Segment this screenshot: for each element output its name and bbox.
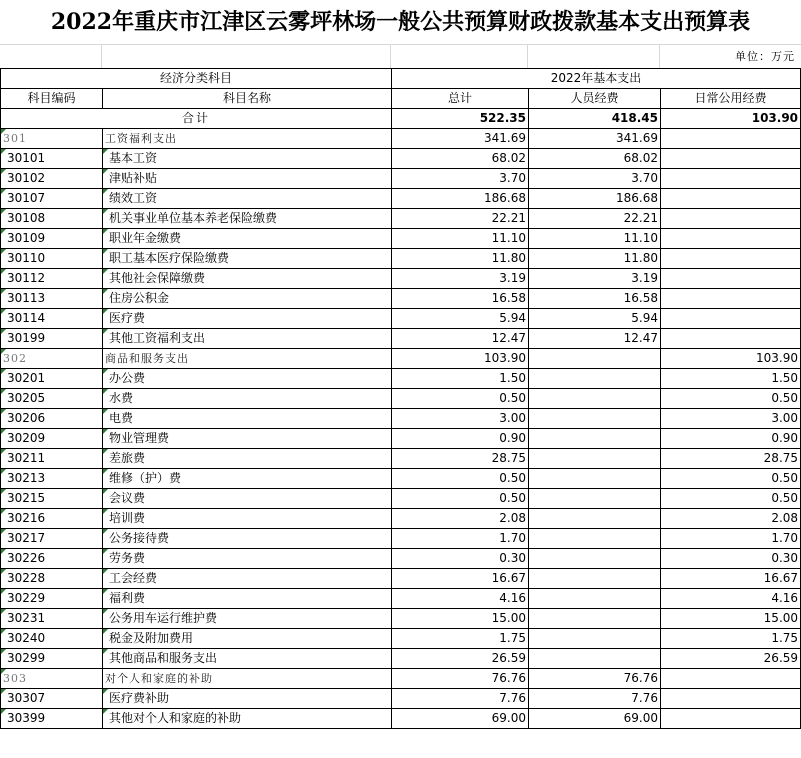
public-cell: 0.30 — [661, 549, 801, 569]
public-cell — [661, 189, 801, 209]
cell-marker-icon — [1, 529, 6, 534]
code-cell: 30109 — [1, 229, 103, 249]
code-cell: 30205 — [1, 389, 103, 409]
name-cell: 物业管理费 — [103, 429, 392, 449]
name-cell: 公务用车运行维护费 — [103, 609, 392, 629]
cell-marker-icon — [1, 689, 6, 694]
table-row — [1, 489, 801, 509]
cell-marker-icon — [1, 149, 6, 154]
code-cell: 30226 — [1, 549, 103, 569]
name-cell: 绩效工资 — [103, 189, 392, 209]
public-cell — [661, 309, 801, 329]
personnel-cell: 186.68 — [529, 189, 661, 209]
personnel-cell: 68.02 — [529, 149, 661, 169]
public-cell: 103.90 — [661, 349, 801, 369]
cell-marker-icon — [103, 589, 108, 594]
personnel-cell: 69.00 — [529, 709, 661, 729]
total-cell: 0.30 — [392, 549, 529, 569]
name-cell: 培训费 — [103, 509, 392, 529]
table-row — [1, 589, 801, 609]
code-cell: 30209 — [1, 429, 103, 449]
cell-marker-icon — [103, 469, 108, 474]
cell-marker-icon — [1, 389, 6, 394]
total-cell: 2.08 — [392, 509, 529, 529]
total-cell: 12.47 — [392, 329, 529, 349]
personnel-cell — [529, 449, 661, 469]
table-row — [1, 369, 801, 389]
table-row — [1, 169, 801, 189]
cell-marker-icon — [1, 349, 6, 354]
code-cell: 30112 — [1, 269, 103, 289]
public-cell: 28.75 — [661, 449, 801, 469]
cell-marker-icon — [1, 429, 6, 434]
name-cell: 其他工资福利支出 — [103, 329, 392, 349]
total-cell: 1.75 — [392, 629, 529, 649]
name-cell: 工会经费 — [103, 569, 392, 589]
name-cell: 维修（护）费 — [103, 469, 392, 489]
total-cell: 103.90 — [392, 349, 529, 369]
table-row — [1, 389, 801, 409]
personnel-cell — [529, 369, 661, 389]
cell-marker-icon — [1, 629, 6, 634]
code-cell: 30299 — [1, 649, 103, 669]
table-row — [1, 329, 801, 349]
name-header: 科目名称 — [103, 89, 392, 109]
personnel-cell — [529, 469, 661, 489]
cell-marker-icon — [1, 649, 6, 654]
personnel-cell — [529, 569, 661, 589]
public-cell: 1.75 — [661, 629, 801, 649]
cell-marker-icon — [1, 489, 6, 494]
cell-marker-icon — [1, 409, 6, 414]
cell-marker-icon — [103, 429, 108, 434]
table-row — [1, 509, 801, 529]
personnel-cell — [529, 549, 661, 569]
total-cell: 68.02 — [392, 149, 529, 169]
name-cell: 住房公积金 — [103, 289, 392, 309]
cell-marker-icon — [1, 369, 6, 374]
code-cell: 301 — [1, 129, 103, 149]
name-cell: 医疗费补助 — [103, 689, 392, 709]
total-cell: 28.75 — [392, 449, 529, 469]
personnel-cell — [529, 589, 661, 609]
personnel-cell — [529, 429, 661, 449]
code-cell: 30114 — [1, 309, 103, 329]
cell-marker-icon — [1, 569, 6, 574]
cell-marker-icon — [103, 609, 108, 614]
total-cell: 0.50 — [392, 469, 529, 489]
table-row — [1, 689, 801, 709]
public-cell — [661, 709, 801, 729]
personnel-cell — [529, 349, 661, 369]
public-cell: 1.50 — [661, 369, 801, 389]
cell-marker-icon — [103, 649, 108, 654]
total-cell: 26.59 — [392, 649, 529, 669]
public-cell: 0.50 — [661, 489, 801, 509]
cell-marker-icon — [1, 189, 6, 194]
cell-marker-icon — [1, 669, 6, 674]
name-cell: 商品和服务支出 — [103, 349, 392, 369]
header-row-1 — [1, 69, 801, 89]
total-sum: 522.35 — [392, 109, 529, 129]
code-cell: 30101 — [1, 149, 103, 169]
public-cell: 2.08 — [661, 509, 801, 529]
public-cell: 0.90 — [661, 429, 801, 449]
total-cell: 3.19 — [392, 269, 529, 289]
cell-marker-icon — [1, 209, 6, 214]
name-cell: 公务接待费 — [103, 529, 392, 549]
public-cell — [661, 129, 801, 149]
cell-marker-icon — [1, 229, 6, 234]
code-cell: 30110 — [1, 249, 103, 269]
name-cell: 其他对个人和家庭的补助 — [103, 709, 392, 729]
blank-cell — [102, 45, 391, 69]
personnel-header: 人员经费 — [529, 89, 661, 109]
total-header: 总计 — [392, 89, 529, 109]
public-cell: 1.70 — [661, 529, 801, 549]
personnel-cell — [529, 389, 661, 409]
personnel-cell — [529, 649, 661, 669]
code-cell: 30211 — [1, 449, 103, 469]
cell-marker-icon — [103, 509, 108, 514]
code-cell: 30206 — [1, 409, 103, 429]
public-header: 日常公用经费 — [661, 89, 801, 109]
code-cell: 30108 — [1, 209, 103, 229]
cell-marker-icon — [103, 709, 108, 714]
total-cell: 76.76 — [392, 669, 529, 689]
name-cell: 福利费 — [103, 589, 392, 609]
public-cell — [661, 689, 801, 709]
public-cell: 3.00 — [661, 409, 801, 429]
cell-marker-icon — [1, 609, 6, 614]
name-cell: 基本工资 — [103, 149, 392, 169]
name-cell: 职工基本医疗保险缴费 — [103, 249, 392, 269]
code-cell: 30213 — [1, 469, 103, 489]
personnel-cell: 12.47 — [529, 329, 661, 349]
cell-marker-icon — [103, 569, 108, 574]
name-cell: 工资福利支出 — [103, 129, 392, 149]
name-cell: 对个人和家庭的补助 — [103, 669, 392, 689]
table-row — [1, 469, 801, 489]
public-cell — [661, 209, 801, 229]
cell-marker-icon — [103, 189, 108, 194]
personnel-cell — [529, 529, 661, 549]
cell-marker-icon — [1, 169, 6, 174]
group-row — [1, 669, 801, 689]
personnel-cell: 7.76 — [529, 689, 661, 709]
cell-marker-icon — [103, 289, 108, 294]
cell-marker-icon — [103, 209, 108, 214]
unit-label: 单位：万元 — [735, 50, 795, 63]
name-cell: 职业年金缴费 — [103, 229, 392, 249]
blank-cell — [391, 45, 528, 69]
personnel-cell: 3.19 — [529, 269, 661, 289]
code-cell: 30199 — [1, 329, 103, 349]
public-cell — [661, 329, 801, 349]
cell-marker-icon — [103, 449, 108, 454]
total-cell: 15.00 — [392, 609, 529, 629]
name-cell: 差旅费 — [103, 449, 392, 469]
personnel-cell: 11.80 — [529, 249, 661, 269]
total-label: 合计 — [1, 109, 392, 129]
blank-cell — [0, 45, 102, 69]
public-cell: 0.50 — [661, 469, 801, 489]
cell-marker-icon — [103, 329, 108, 334]
cell-marker-icon — [103, 549, 108, 554]
code-cell: 30201 — [1, 369, 103, 389]
code-cell: 30107 — [1, 189, 103, 209]
total-cell: 0.50 — [392, 489, 529, 509]
code-cell: 30217 — [1, 529, 103, 549]
total-cell: 0.90 — [392, 429, 529, 449]
name-cell: 电费 — [103, 409, 392, 429]
cell-marker-icon — [1, 589, 6, 594]
code-cell: 30102 — [1, 169, 103, 189]
total-row — [1, 109, 801, 129]
cell-marker-icon — [103, 369, 108, 374]
cell-marker-icon — [1, 329, 6, 334]
cell-marker-icon — [1, 509, 6, 514]
public-cell — [661, 229, 801, 249]
code-cell: 30307 — [1, 689, 103, 709]
total-cell: 341.69 — [392, 129, 529, 149]
public-cell: 26.59 — [661, 649, 801, 669]
code-cell: 30113 — [1, 289, 103, 309]
public-cell — [661, 669, 801, 689]
public-cell — [661, 289, 801, 309]
code-cell: 30231 — [1, 609, 103, 629]
name-cell: 其他社会保障缴费 — [103, 269, 392, 289]
name-cell: 其他商品和服务支出 — [103, 649, 392, 669]
code-header: 科目编码 — [1, 89, 103, 109]
table-row — [1, 189, 801, 209]
total-cell: 0.50 — [392, 389, 529, 409]
code-cell: 30240 — [1, 629, 103, 649]
total-public: 103.90 — [661, 109, 801, 129]
group-row — [1, 349, 801, 369]
total-cell: 1.70 — [392, 529, 529, 549]
page-title: 2022年重庆市江津区云雾坪林场一般公共预算财政拨款基本支出预算表 — [50, 9, 751, 35]
cell-marker-icon — [103, 149, 108, 154]
personnel-cell: 5.94 — [529, 309, 661, 329]
personnel-cell: 22.21 — [529, 209, 661, 229]
public-cell: 0.50 — [661, 389, 801, 409]
total-cell: 11.10 — [392, 229, 529, 249]
table-row — [1, 229, 801, 249]
public-cell: 4.16 — [661, 589, 801, 609]
table-row — [1, 209, 801, 229]
table-row — [1, 289, 801, 309]
blank-cell — [528, 45, 660, 69]
total-cell: 186.68 — [392, 189, 529, 209]
public-cell — [661, 249, 801, 269]
personnel-cell — [529, 609, 661, 629]
personnel-cell: 341.69 — [529, 129, 661, 149]
personnel-cell — [529, 629, 661, 649]
cell-marker-icon — [103, 529, 108, 534]
code-cell: 30399 — [1, 709, 103, 729]
code-cell: 30216 — [1, 509, 103, 529]
table-row — [1, 149, 801, 169]
name-cell: 医疗费 — [103, 309, 392, 329]
public-cell — [661, 149, 801, 169]
personnel-cell: 11.10 — [529, 229, 661, 249]
cell-marker-icon — [103, 629, 108, 634]
code-cell: 302 — [1, 349, 103, 369]
personnel-cell — [529, 509, 661, 529]
group-row — [1, 129, 801, 149]
name-cell: 津贴补贴 — [103, 169, 392, 189]
table-row — [1, 409, 801, 429]
cell-marker-icon — [1, 249, 6, 254]
table-row — [1, 549, 801, 569]
code-cell: 30228 — [1, 569, 103, 589]
total-cell: 22.21 — [392, 209, 529, 229]
name-cell: 水费 — [103, 389, 392, 409]
cell-marker-icon — [1, 469, 6, 474]
econ-class-header: 经济分类科目 — [1, 69, 392, 89]
public-cell: 16.67 — [661, 569, 801, 589]
table-row — [1, 629, 801, 649]
name-cell: 会议费 — [103, 489, 392, 509]
cell-marker-icon — [1, 269, 6, 274]
cell-marker-icon — [103, 389, 108, 394]
cell-marker-icon — [103, 489, 108, 494]
table-row — [1, 709, 801, 729]
total-cell: 69.00 — [392, 709, 529, 729]
public-cell: 15.00 — [661, 609, 801, 629]
table-row — [1, 249, 801, 269]
total-cell: 7.76 — [392, 689, 529, 709]
total-cell: 11.80 — [392, 249, 529, 269]
cell-marker-icon — [1, 449, 6, 454]
personnel-cell: 3.70 — [529, 169, 661, 189]
cell-marker-icon — [103, 229, 108, 234]
table-row — [1, 649, 801, 669]
personnel-cell — [529, 489, 661, 509]
total-cell: 3.70 — [392, 169, 529, 189]
total-cell: 16.67 — [392, 569, 529, 589]
public-cell — [661, 269, 801, 289]
cell-marker-icon — [103, 249, 108, 254]
code-cell: 30229 — [1, 589, 103, 609]
total-cell: 4.16 — [392, 589, 529, 609]
cell-marker-icon — [1, 309, 6, 314]
public-cell — [661, 169, 801, 189]
name-cell: 办公费 — [103, 369, 392, 389]
total-personnel: 418.45 — [529, 109, 661, 129]
cell-marker-icon — [103, 409, 108, 414]
cell-marker-icon — [1, 549, 6, 554]
name-cell: 劳务费 — [103, 549, 392, 569]
name-cell: 税金及附加费用 — [103, 629, 392, 649]
name-cell: 机关事业单位基本养老保险缴费 — [103, 209, 392, 229]
personnel-cell: 76.76 — [529, 669, 661, 689]
budget-table — [0, 68, 801, 729]
total-cell: 1.50 — [392, 369, 529, 389]
cell-marker-icon — [103, 689, 108, 694]
cell-marker-icon — [1, 289, 6, 294]
total-cell: 3.00 — [392, 409, 529, 429]
cell-marker-icon — [103, 309, 108, 314]
code-cell: 30215 — [1, 489, 103, 509]
cell-marker-icon — [1, 129, 6, 134]
code-cell: 303 — [1, 669, 103, 689]
table-row — [1, 449, 801, 469]
table-row — [1, 609, 801, 629]
unit-row — [0, 44, 801, 69]
total-cell: 16.58 — [392, 289, 529, 309]
table-row — [1, 269, 801, 289]
personnel-cell: 16.58 — [529, 289, 661, 309]
cell-marker-icon — [1, 709, 6, 714]
cell-marker-icon — [103, 269, 108, 274]
table-row — [1, 569, 801, 589]
table-row — [1, 529, 801, 549]
table-row — [1, 309, 801, 329]
total-cell: 5.94 — [392, 309, 529, 329]
header-row-2 — [1, 89, 801, 109]
personnel-cell — [529, 409, 661, 429]
table-row — [1, 429, 801, 449]
basic-expense-header: 2022年基本支出 — [392, 69, 801, 89]
cell-marker-icon — [103, 169, 108, 174]
